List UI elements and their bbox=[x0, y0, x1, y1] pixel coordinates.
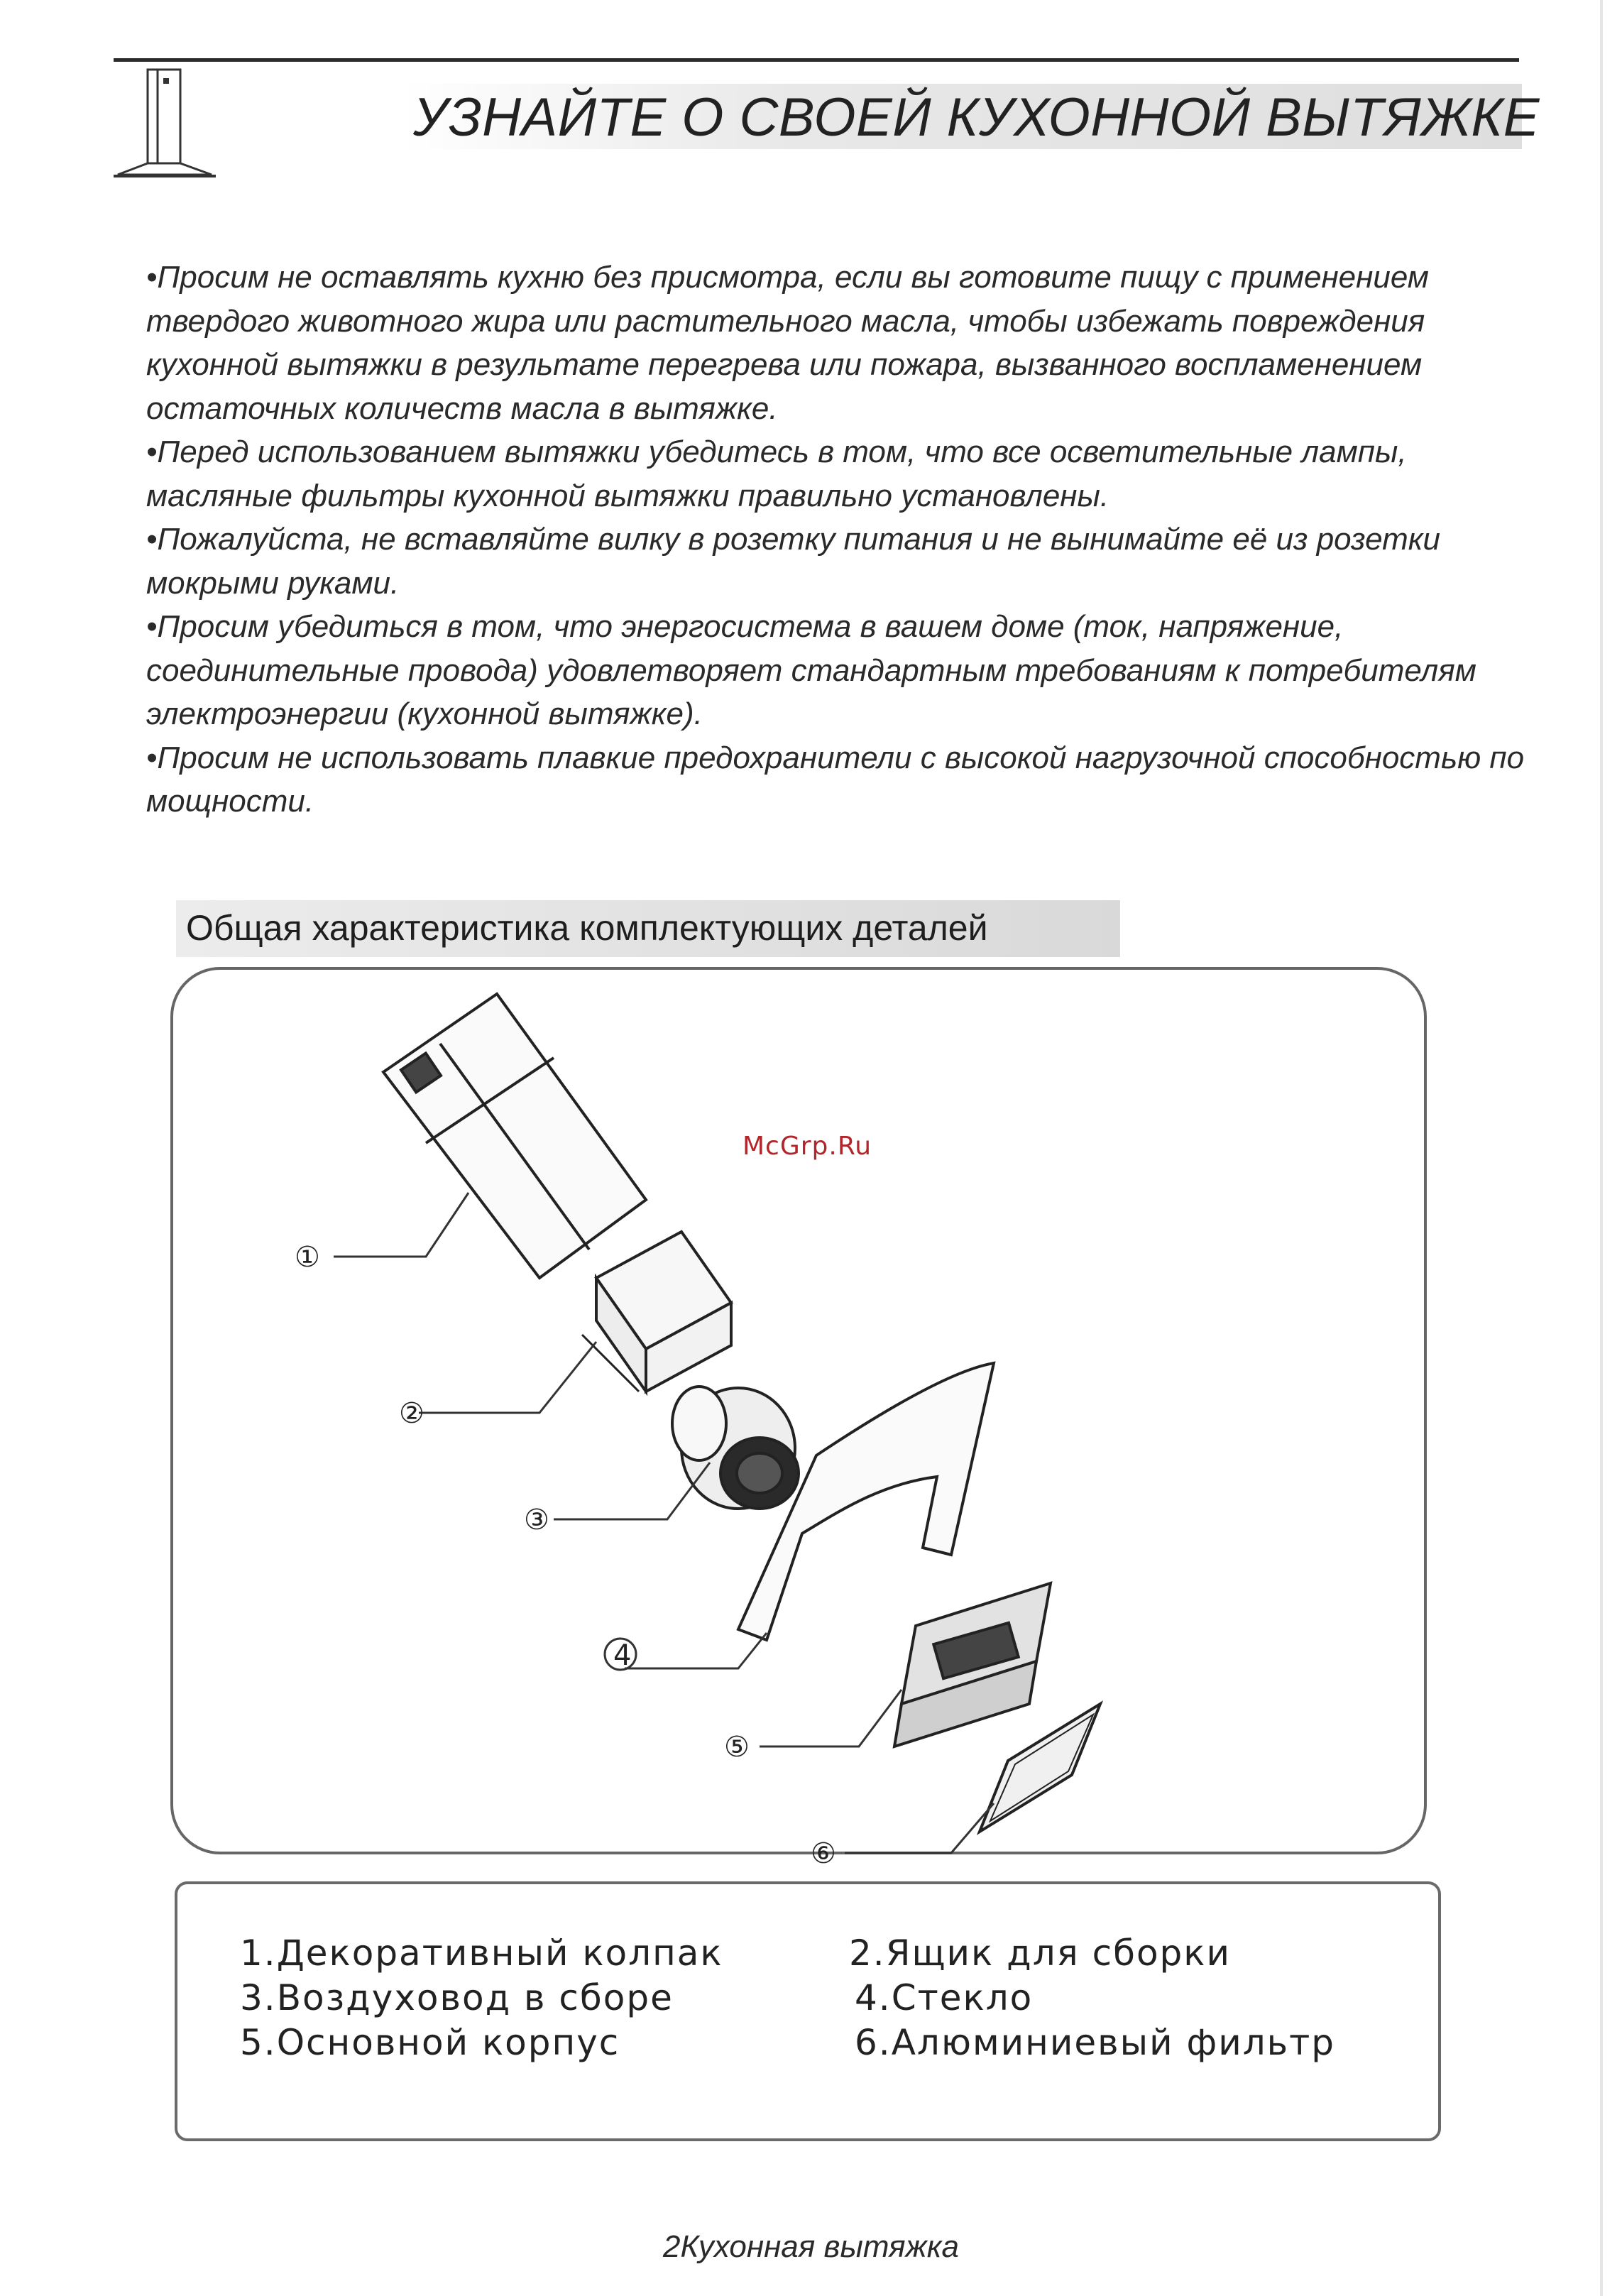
mounting-box-part bbox=[582, 1232, 731, 1392]
legend-item: 3.Воздуховод в сборе bbox=[240, 1977, 674, 2018]
warning-item: •Просим не оставлять кухню без присмотра, если вы готовите пищу с применением твердого животного жира или растительного масла, чтобы избежать повреждения кухонной вытяжки в результате перегрева или пожара, вызванного воспламенением остаточных количеств масла в вытяжке. bbox=[146, 260, 1429, 426]
legend-item: 2.Ящик для сборки bbox=[849, 1933, 1231, 1974]
blower-assembly-part bbox=[672, 1387, 799, 1509]
callout-4: 4 bbox=[613, 1639, 632, 1672]
callout-3: ③ bbox=[524, 1504, 549, 1536]
warning-item: •Просим не использовать плавкие предохранители с высокой нагрузочной способностью по мощности. bbox=[146, 740, 1525, 819]
watermark: McGrp.Ru bbox=[742, 1132, 872, 1161]
legend-item: 1.Декоративный колпак bbox=[240, 1933, 723, 1974]
page-title: УЗНАЙТЕ О СВОЕЙ КУХОННОЙ ВЫТЯЖКЕ bbox=[413, 87, 1540, 148]
callout-2: ② bbox=[399, 1397, 424, 1430]
warning-item: •Просим убедиться в том, что энергосистема в вашем доме (ток, напряжение, соединительные провода) удовлетворяет стандартным требованиям к потребителям электроэнергии (кухонной вытяжке). bbox=[146, 609, 1476, 731]
main-body-part bbox=[894, 1583, 1051, 1746]
page-footer: 2Кухонная вытяжка bbox=[662, 2229, 960, 2264]
callout-6: ⑥ bbox=[811, 1837, 836, 1870]
section-title: Общая характеристика комплектующих деталей bbox=[186, 908, 988, 948]
callout-1: ① bbox=[295, 1241, 320, 1274]
aluminium-filter-part bbox=[980, 1704, 1100, 1832]
warning-item: •Перед использованием вытяжки убедитесь в том, что все осветительные лампы, масляные фильтры кухонной вытяжки правильно установлены. bbox=[146, 434, 1407, 513]
warning-item: •Пожалуйста, не вставляйте вилку в розетку питания и не вынимайте её из розетки мокрыми руками. bbox=[146, 522, 1440, 601]
legend-item: 5.Основной корпус bbox=[240, 2022, 620, 2063]
legend-item: 6.Алюминиевый фильтр bbox=[855, 2022, 1335, 2063]
legend-item: 4.Стекло bbox=[855, 1977, 1034, 2018]
decorative-cover-part bbox=[383, 994, 646, 1278]
callout-5: ⑤ bbox=[724, 1731, 750, 1764]
